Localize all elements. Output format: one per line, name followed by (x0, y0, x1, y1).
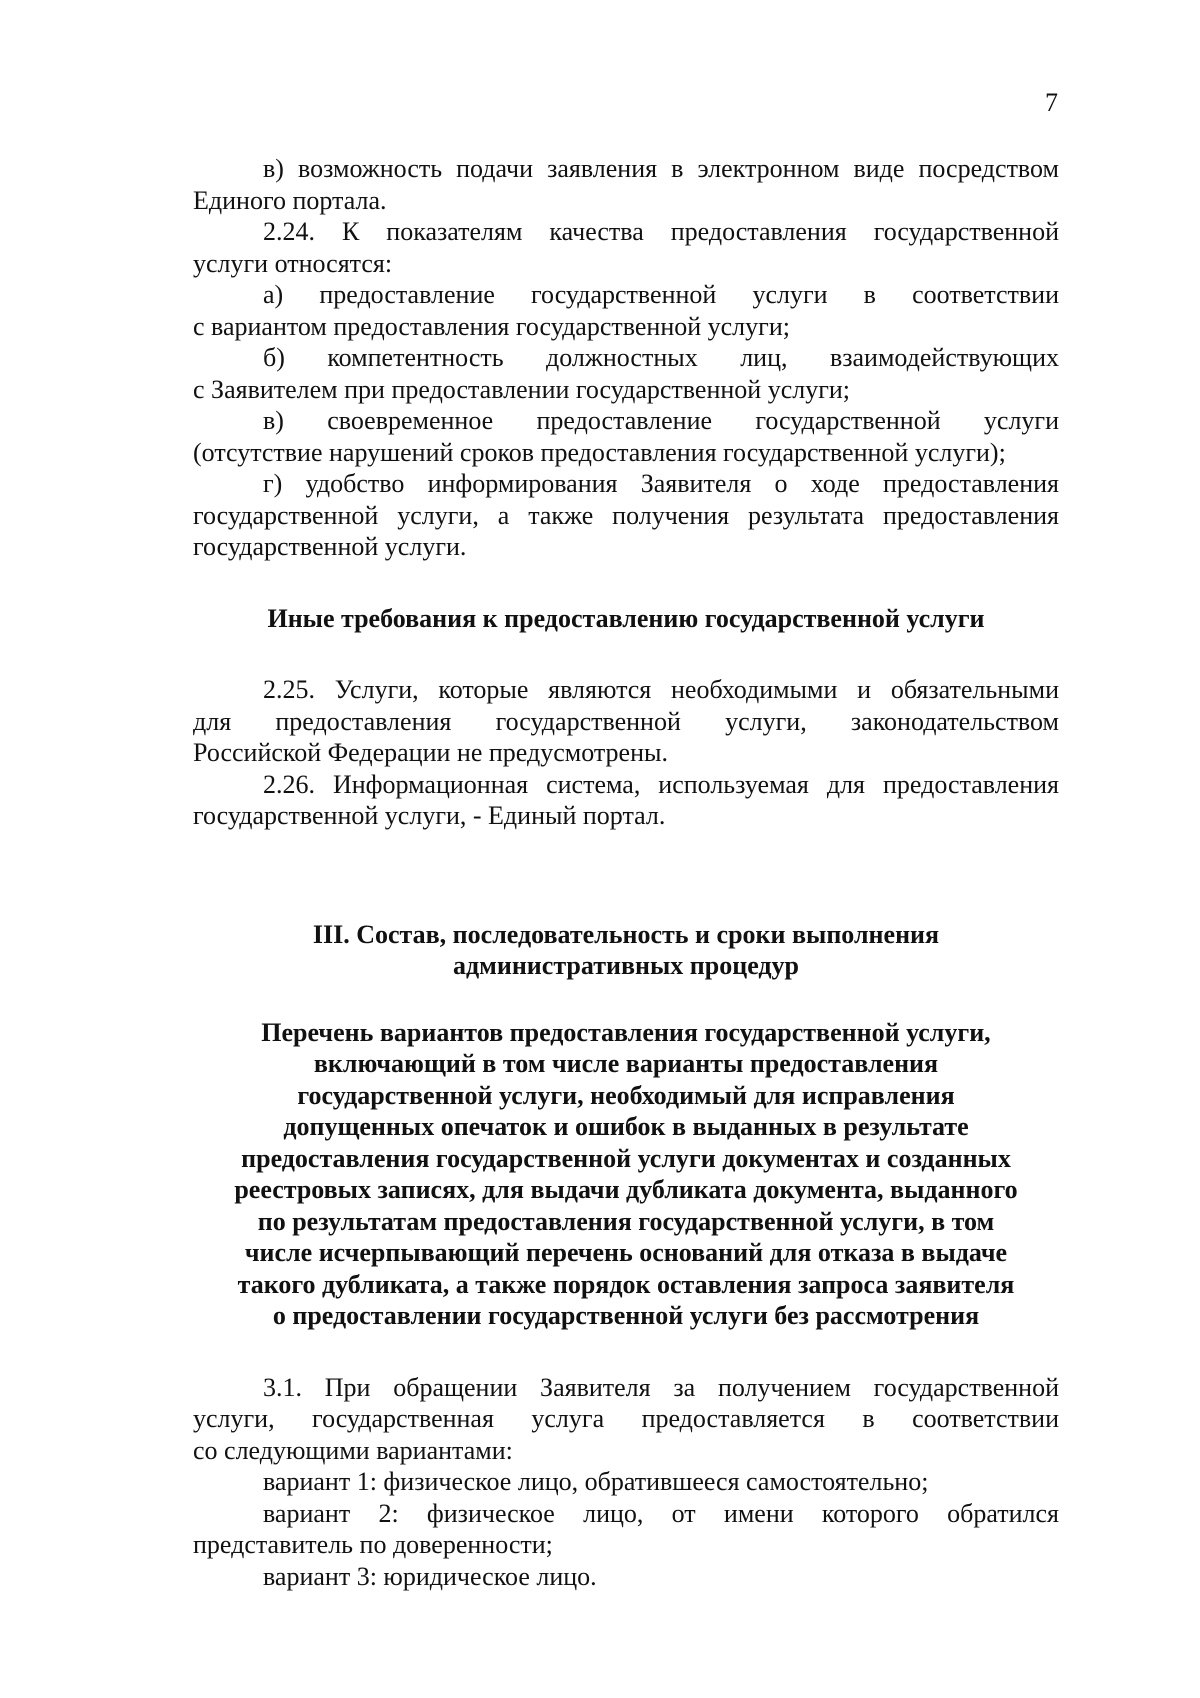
paragraph-line: услуги, государственная услуга предоставляется в соответствии (193, 1404, 1059, 1433)
paragraph (193, 1498, 1059, 1561)
document-body (193, 153, 1059, 1592)
paragraph-line: представитель по доверенности; (193, 1530, 553, 1559)
paragraph (193, 216, 1059, 279)
paragraphs-bottom (193, 1372, 1059, 1593)
paragraph-line: б) компетентность должностных лиц, взаимодействующих (263, 343, 1059, 372)
paragraph-line: в) своевременное предоставление государственной услуги (263, 406, 1059, 435)
paragraph (193, 405, 1059, 468)
paragraph-line: государственной услуги, - Единый портал. (193, 801, 666, 830)
variants-heading-line: реестровых записях, для выдачи дубликата документа, выданного (234, 1175, 1018, 1204)
paragraph-line: услуги относятся: (193, 248, 393, 278)
paragraph (193, 1372, 1059, 1467)
paragraph-line: Российской Федерации не предусмотрены. (193, 738, 668, 767)
paragraph-line: (отсутствие нарушений сроков предоставления государственной услуги); (193, 437, 1006, 467)
variants-heading-line: такого дубликата, а также порядок оставления запроса заявителя (237, 1269, 1015, 1299)
paragraph-line: вариант 3: юридическое лицо. (263, 1561, 597, 1591)
paragraph-line: государственной услуги. (193, 532, 467, 561)
paragraph-line: в) возможность подачи заявления в электронном виде посредством (263, 154, 1059, 183)
paragraph-line: 2.25. Услуги, которые являются необходимыми и обязательными (263, 675, 1059, 704)
variants-heading-line: включающий в том числе варианты предоставления (313, 1049, 939, 1078)
heading-other-requirements (193, 603, 1059, 635)
page-number: 7 (1045, 88, 1058, 117)
section-heading (193, 919, 1059, 982)
variants-heading-line: по результатам предоставления государственной услуги, в том (257, 1206, 995, 1236)
variants-list-heading (193, 1017, 1059, 1332)
paragraph-line: Единого портала. (193, 185, 387, 215)
variants-heading-line: предоставления государственной услуги документах и созданных (241, 1143, 1011, 1173)
paragraph-line: с вариантом предоставления государственной услуги; (193, 311, 790, 341)
paragraph (193, 153, 1059, 216)
paragraph-line: 3.1. При обращении Заявителя за получением государственной (263, 1372, 1059, 1402)
variants-heading-line: государственной услуги, необходимый для исправления (297, 1080, 955, 1110)
paragraph (193, 769, 1059, 832)
variants-heading-line: числе исчерпывающий перечень оснований для отказа в выдаче (244, 1238, 1008, 1267)
paragraph (193, 1466, 1059, 1498)
section-heading-line-1: III. Состав, последовательность и сроки выполнения (312, 919, 940, 949)
paragraph (193, 1561, 1059, 1593)
paragraph-line: 2.24. К показателям качества предоставления государственной (263, 217, 1059, 246)
paragraph-line: г) удобство информирования Заявителя о ходе предоставления (263, 469, 1059, 498)
paragraphs-mid (193, 674, 1059, 832)
paragraph-line: государственной услуги, а также получения результата предоставления (193, 500, 1059, 530)
paragraph (193, 279, 1059, 342)
paragraph-line: вариант 1: физическое лицо, обратившееся самостоятельно; (263, 1467, 929, 1496)
paragraph-line: а) предоставление государственной услуги в соответствии (263, 280, 1059, 309)
heading-other-line: Иные требования к предоставлению государственной услуги (267, 603, 985, 633)
paragraph-line: со следующими вариантами: (193, 1435, 513, 1465)
paragraph-line: вариант 2: физическое лицо, от имени которого обратился (263, 1498, 1059, 1528)
paragraph (193, 468, 1059, 563)
variants-heading-line: Перечень вариантов предоставления государственной услуги, (261, 1017, 991, 1047)
paragraph (193, 342, 1059, 405)
paragraph (193, 674, 1059, 769)
paragraphs-top (193, 153, 1059, 563)
paragraph-line: с Заявителем при предоставлении государственной услуги; (193, 374, 851, 404)
section-heading-line-2: административных процедур (452, 951, 800, 980)
variants-heading-line: допущенных опечаток и ошибок в выданных в результате (283, 1112, 969, 1141)
variants-heading-line: о предоставлении государственной услуги без рассмотрения (272, 1301, 980, 1330)
paragraph-line: 2.26. Информационная система, используемая для предоставления (263, 769, 1059, 799)
paragraph-line: для предоставления государственной услуги, законодательством (193, 706, 1059, 736)
